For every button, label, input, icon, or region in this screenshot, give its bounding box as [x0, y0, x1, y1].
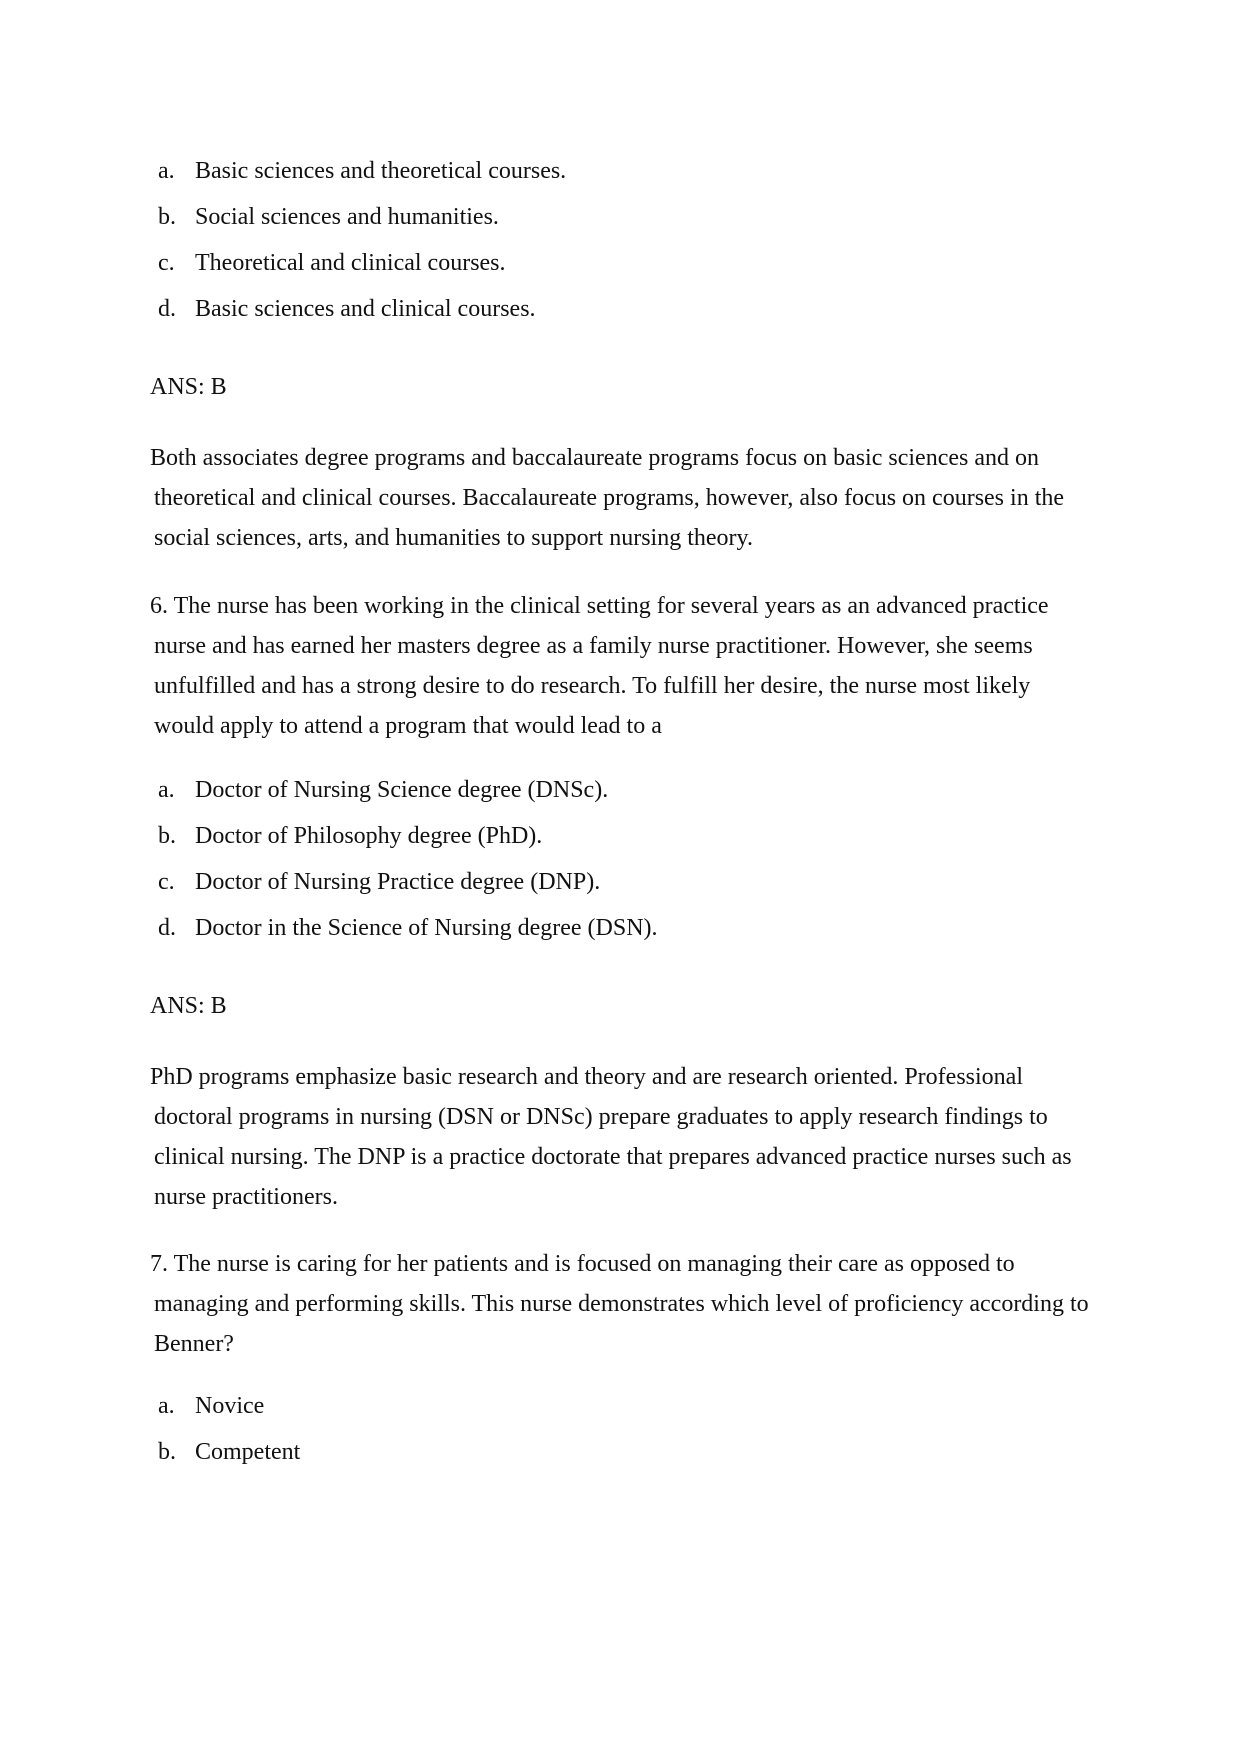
rationale-line: doctoral programs in nursing (DSN or DNSc) prepare graduates to apply research findings to [154, 1104, 1048, 1130]
q6-option-d [158, 913, 658, 943]
rationale-line: clinical nursing. The DNP is a practice doctorate that prepares advanced practice nurses such as [154, 1144, 1072, 1170]
rationale-line: Both associates degree programs and baccalaureate programs focus on basic sciences and on [150, 445, 1039, 471]
option-letter: c. [158, 250, 175, 276]
option-letter: a. [158, 158, 175, 184]
stem-line: managing and performing skills. This nurse demonstrates which level of proficiency according to [154, 1291, 1089, 1317]
q7-stem [150, 1244, 1130, 1364]
option-letter: a. [158, 777, 175, 803]
q5-rationale [150, 438, 1130, 558]
rationale-line: nurse practitioners. [154, 1184, 338, 1210]
option-letter: b. [158, 204, 176, 230]
rationale-line: PhD programs emphasize basic research and theory and are research oriented. Professional [150, 1064, 1023, 1090]
stem-line: unfulfilled and has a strong desire to do research. To fulfill her desire, the nurse most likely [154, 673, 1031, 699]
option-text: Novice [195, 1393, 265, 1419]
q5-option-b [158, 202, 499, 232]
option-letter: b. [158, 823, 176, 849]
option-text: Doctor of Philosophy degree (PhD). [195, 823, 543, 849]
q5-option-a [158, 156, 566, 186]
option-text: Doctor in the Science of Nursing degree (DSN). [195, 915, 658, 941]
option-letter: c. [158, 869, 175, 895]
q6-rationale [150, 1057, 1130, 1217]
q7-option-b [158, 1437, 300, 1467]
option-letter: d. [158, 296, 176, 322]
stem-line: 6. The nurse has been working in the clinical setting for several years as an advanced practice [150, 593, 1049, 619]
rationale-line: social sciences, arts, and humanities to support nursing theory. [154, 525, 753, 551]
option-text: Theoretical and clinical courses. [195, 250, 506, 276]
option-text: Doctor of Nursing Practice degree (DNP). [195, 869, 601, 895]
stem-line: nurse and has earned her masters degree as a family nurse practitioner. However, she seems [154, 633, 1033, 659]
rationale-line: theoretical and clinical courses. Baccalaureate programs, however, also focus on courses in the [154, 485, 1065, 511]
q6-option-b [158, 821, 542, 851]
q6-option-c [158, 867, 600, 897]
option-letter: b. [158, 1439, 176, 1465]
stem-line: Benner? [154, 1331, 234, 1357]
q5-answer: ANS: B [150, 374, 227, 400]
q5-option-d [158, 294, 536, 324]
q6-stem [150, 586, 1130, 746]
stem-line: would apply to attend a program that would lead to a [154, 713, 662, 739]
q6-option-a [158, 775, 608, 805]
option-text: Social sciences and humanities. [195, 204, 499, 230]
stem-line: 7. The nurse is caring for her patients and is focused on managing their care as opposed to [150, 1251, 1015, 1277]
q7-option-a [158, 1391, 264, 1421]
q5-option-c [158, 248, 506, 278]
option-letter: a. [158, 1393, 175, 1419]
option-letter: d. [158, 915, 176, 941]
option-text: Doctor of Nursing Science degree (DNSc). [195, 777, 609, 803]
option-text: Basic sciences and clinical courses. [195, 296, 536, 322]
option-text: Basic sciences and theoretical courses. [195, 158, 567, 184]
option-text: Competent [195, 1439, 301, 1465]
q6-answer: ANS: B [150, 993, 227, 1019]
